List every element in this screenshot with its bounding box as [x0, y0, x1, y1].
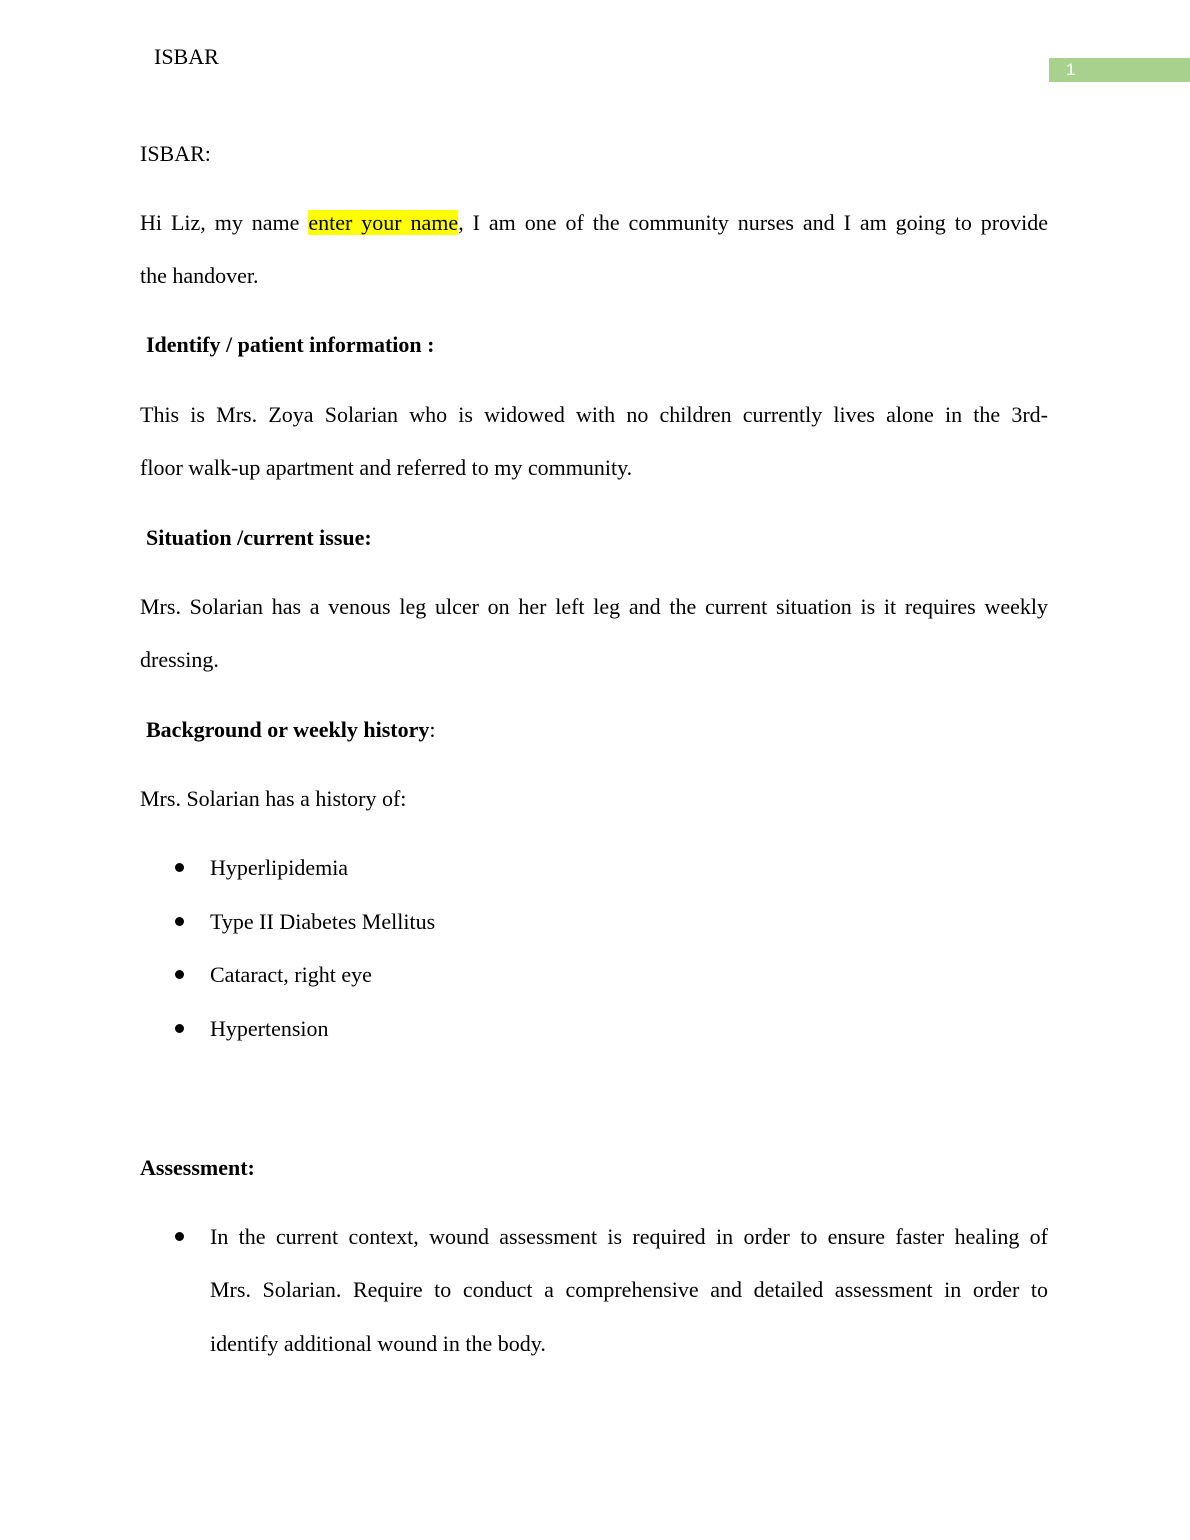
bullet-icon	[175, 863, 184, 872]
situation-line-1: Mrs. Solarian has a venous leg ulcer on her left leg and the current situation is it requires weekly	[140, 594, 1048, 619]
situation-heading-text: Situation /current issue:	[146, 525, 372, 550]
bullet-icon	[175, 1024, 184, 1033]
background-heading-colon: :	[429, 717, 436, 742]
history-item: Hypertension	[210, 1016, 329, 1041]
intro-line-1	[140, 209, 1048, 237]
background-heading-text: Background or weekly history	[146, 717, 430, 742]
identify-heading	[146, 331, 434, 359]
assessment-line-3: identify additional wound in the body.	[210, 1331, 546, 1356]
identify-line-2: floor walk-up apartment and referred to my community.	[140, 455, 633, 480]
history-item: Type II Diabetes Mellitus	[210, 909, 436, 934]
bullet-icon	[175, 970, 184, 979]
situation-line-2: dressing.	[140, 647, 219, 672]
name-placeholder-highlight: enter your name	[308, 210, 459, 235]
bullet-icon	[175, 1232, 184, 1241]
identify-heading-text: Identify / patient information :	[146, 332, 435, 357]
background-lead: Mrs. Solarian has a history of:	[140, 786, 407, 811]
assessment-heading	[140, 1154, 255, 1182]
page-number: 1	[1049, 58, 1190, 82]
assessment-line-2: Mrs. Solarian. Require to conduct a comprehensive and detailed assessment in order to	[210, 1277, 1048, 1302]
bullet-icon	[175, 917, 184, 926]
document-title: ISBAR:	[140, 141, 211, 166]
assessment-line-1: In the current context, wound assessment is required in order to ensure faster healing of	[210, 1224, 1048, 1249]
intro-line-2: the handover.	[140, 263, 259, 288]
intro-text-start: Hi Liz, my name	[140, 210, 309, 235]
situation-heading	[146, 524, 372, 552]
assessment-heading-text: Assessment:	[140, 1155, 255, 1180]
intro-text-end: , I am one of the community nurses and I am going to provide	[458, 210, 1049, 235]
identify-line-1: This is Mrs. Zoya Solarian who is widowed with no children currently lives alone in the 3rd-	[140, 402, 1048, 427]
background-heading	[146, 716, 436, 744]
running-head: ISBAR	[154, 44, 219, 69]
history-item: Cataract, right eye	[210, 962, 372, 987]
history-item: Hyperlipidemia	[210, 855, 349, 880]
